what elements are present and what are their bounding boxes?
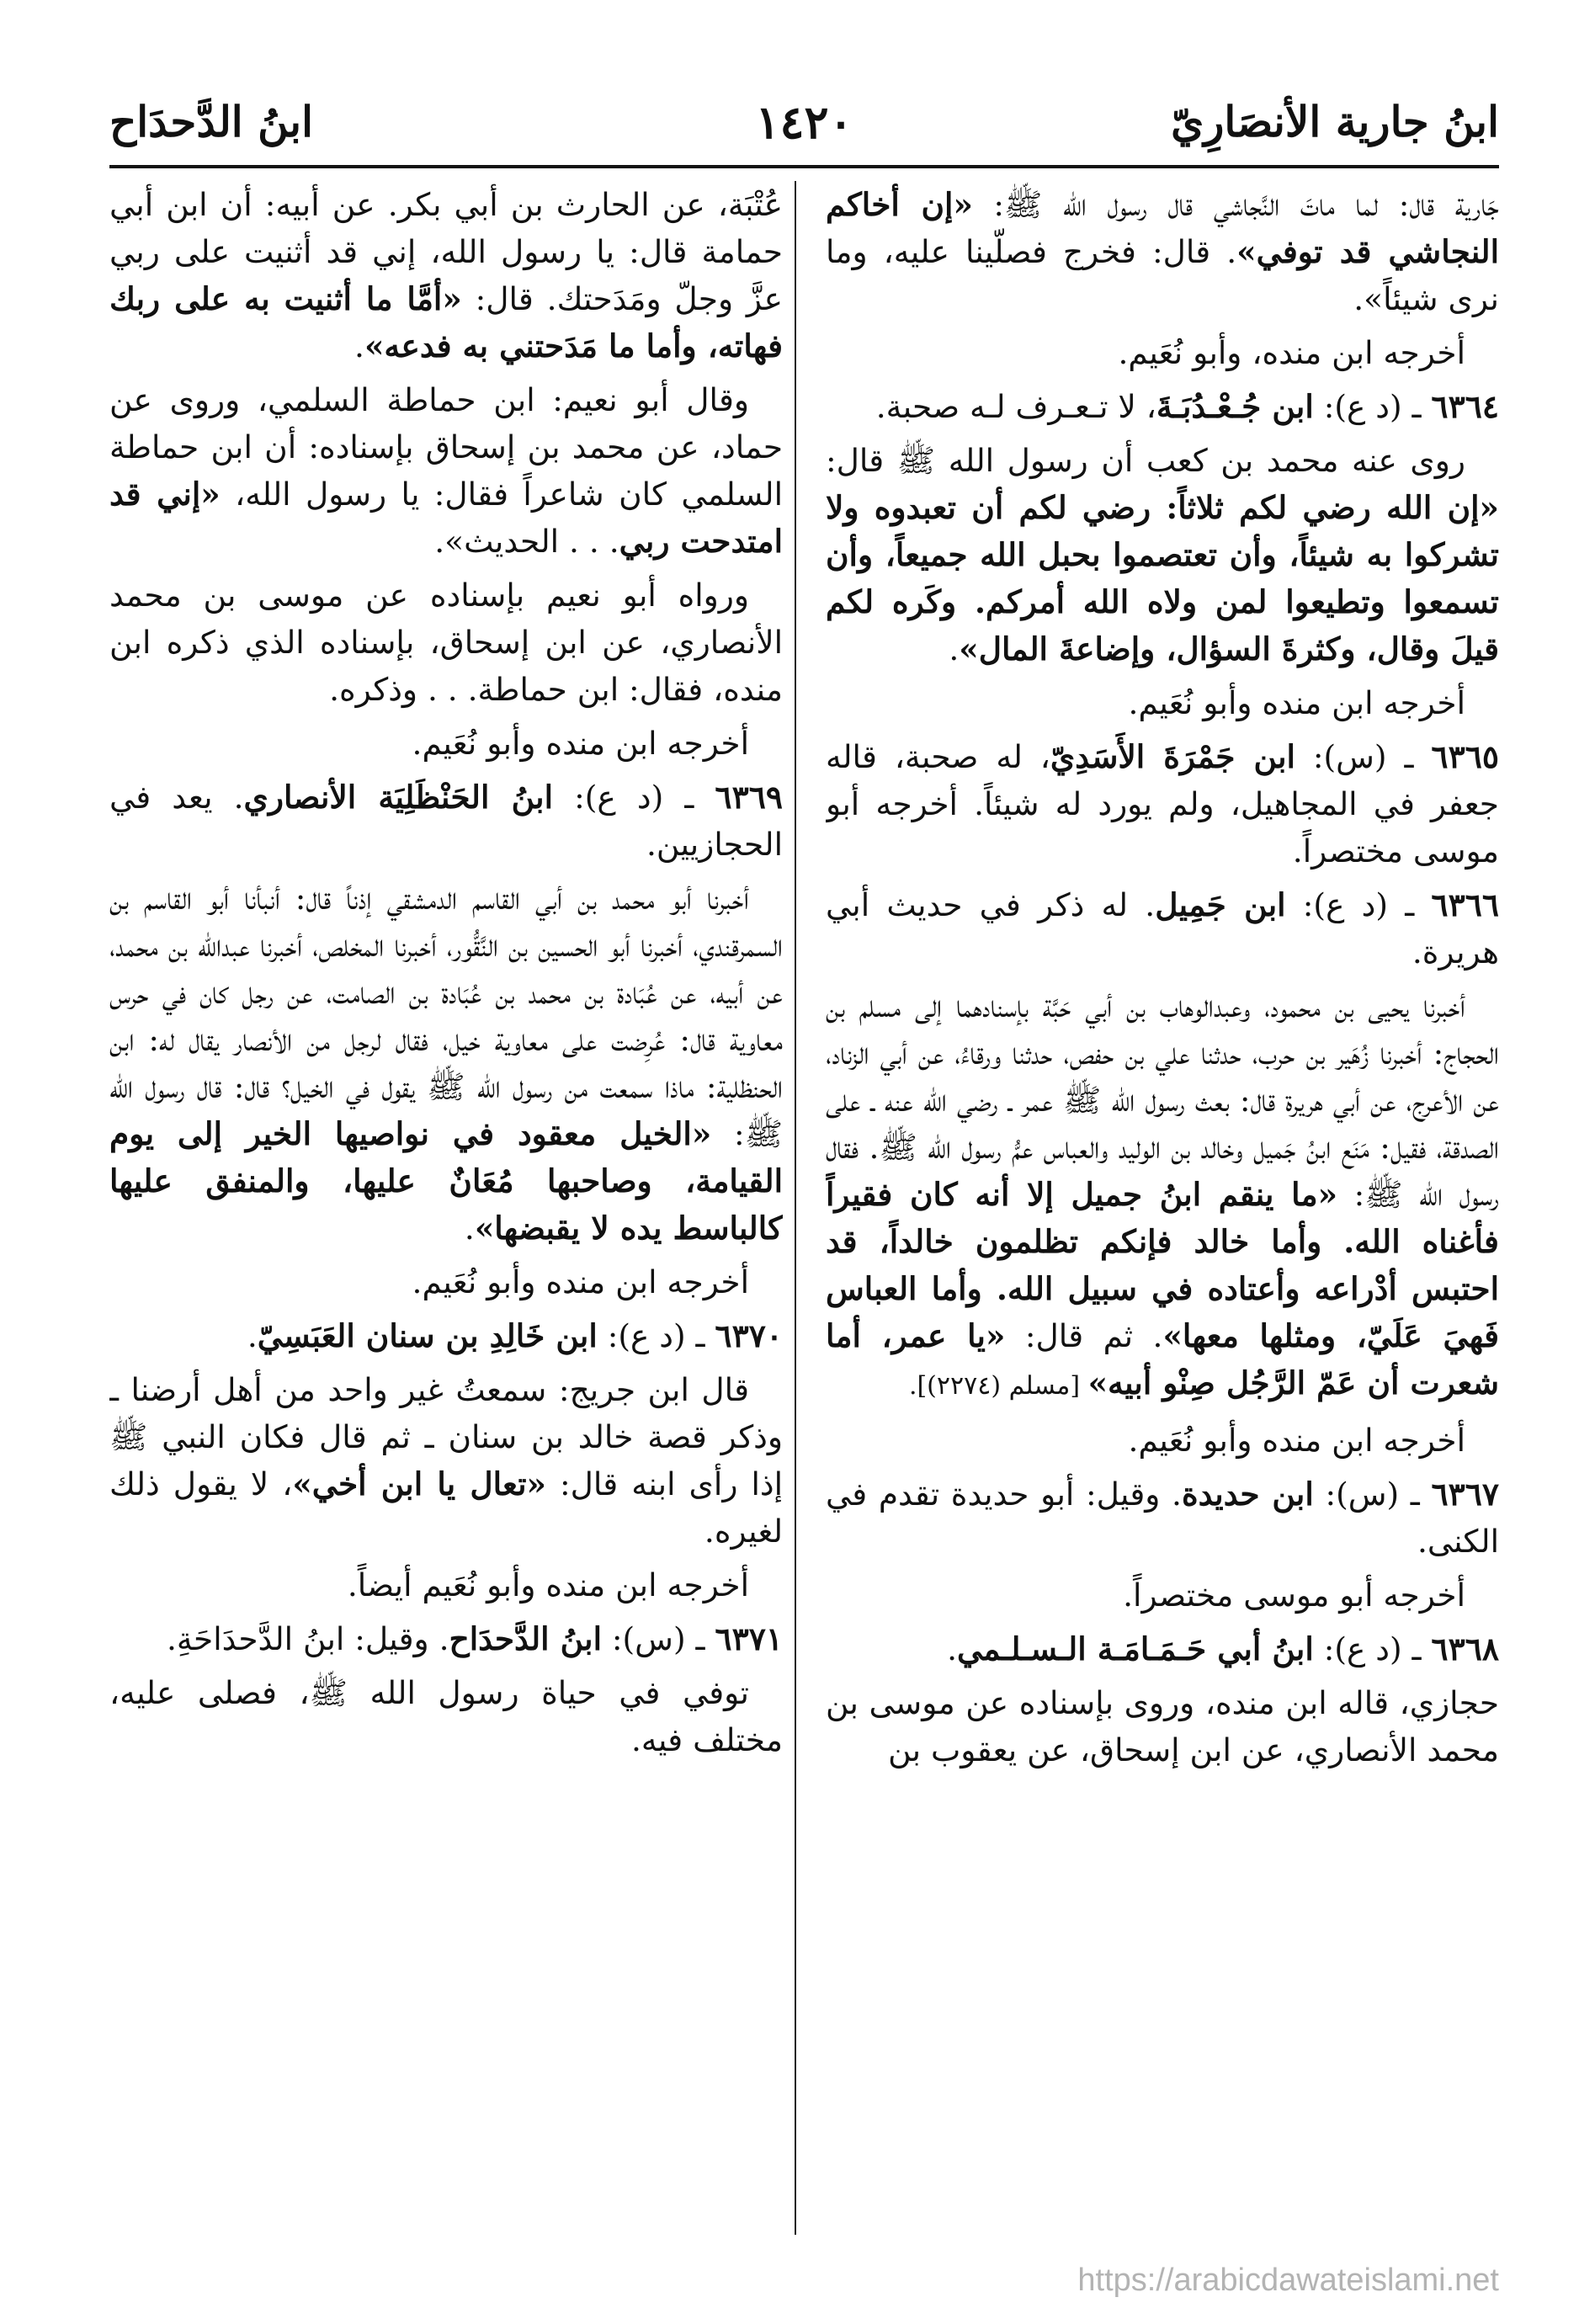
entry-text: . <box>947 1630 958 1667</box>
paragraph: أخرجه ابن منده، وأبو نُعَيم. <box>1118 334 1465 371</box>
entry-tag: ـ (د ع): <box>553 779 715 816</box>
paragraph <box>826 437 1499 673</box>
hadith-quote: «يا عمر، أما شعرت أن عَمّ الرَّجُل صِنْو أبيه» <box>826 1317 1499 1401</box>
entry-text: ، له صحبة، قاله جعفر في المجاهيل، ولم يورد له شيئاً. أخرجه أبو موسى مختصراً. <box>826 738 1499 870</box>
entry-text: . له ذكر في حديث أبي هريرة. <box>826 886 1499 971</box>
paragraph: أخرجه ابن منده وأبو نُعَيم. <box>1128 684 1465 721</box>
entry-number: ٦٣٦٧ <box>1431 1476 1499 1513</box>
text: جَارية قال: لما ماتَ النَّجاشي قال رسول الله ﷺ: <box>972 186 1499 223</box>
entry-tag: ـ (س): <box>1295 738 1432 775</box>
text: . <box>464 1210 475 1247</box>
source-note: [مسلم (٢٢٧٤)]. <box>908 1371 1088 1401</box>
paragraph: حجازي، قاله ابن منده، وروى بإسناده عن موسى بن محمد الأنصاري، عن ابن إسحاق، عن يعقوب بن <box>826 1684 1499 1768</box>
entry-6369 <box>109 774 783 868</box>
column-divider <box>795 181 796 2235</box>
paragraph <box>826 181 1499 322</box>
entry-name: ابن خَالِدِ بن سنان العَبَسِيّ <box>257 1317 598 1354</box>
entry-6366 <box>826 881 1499 976</box>
text: روى عنه محمد بن كعب أن رسول الله ﷺ قال: <box>826 442 1465 479</box>
hadith-quote: «إن أخاكم النجاشي قد توفي» <box>826 186 1499 270</box>
text: . <box>949 630 960 667</box>
entry-name: ابن حديدة <box>1181 1476 1314 1513</box>
entry-text: . وقيل: ابنُ الدَّحدَاحَةِ. <box>167 1620 449 1657</box>
paragraph <box>109 376 783 565</box>
paragraph <box>826 982 1499 1410</box>
paragraph: أخرجه ابن منده وأبو نُعَيم. <box>412 1263 749 1300</box>
text: أخبرنا أبو محمد بن أبي القاسم الدمشقي إذناً قال: أنبأنا أبو القاسم بن السمرقندي، أخبرنا أبو الحسين بن النَّقُّور، أخبرنا المخلص، أخبرنا عبدالله بن محمد، عن أبيه، عن عُبَادة بن محمد بن عُبَادة بن الصامت، عن رجل كان في حرس معاوية قال: عُرِضت على معاوية خيل، فقال لرجل من الأنصار يقال له: ابن الحنظلية: ماذا سمعت من رسول الله ﷺ يقول في الخيل؟ قال: قال رسول الله ﷺ: <box>109 880 783 1152</box>
entry-tag: ـ (د ع): <box>1313 388 1432 425</box>
hadith-quote: «ما ينقم ابنُ جميل إلا أنه كان فقيراً فأغناه الله. وأما خالد فإنكم تظلمون خالداً، قد احتبس أدْراعه وأعتاده في سبيل الله. وأما العباس فَهيَ عَلَيّ، ومثلها معها» <box>826 1176 1499 1354</box>
entry-number: ٦٣٦٦ <box>1431 886 1499 923</box>
text: . <box>354 327 364 364</box>
page-number: ١٤٢٠ <box>755 95 853 149</box>
entry-name: ابنُ الدَّحدَاح <box>449 1620 602 1657</box>
right-column <box>826 181 1499 2235</box>
running-title-right: ابنُ جارية الأنصَارِيّ <box>1171 97 1499 146</box>
text: وقال أبو نعيم: ابن حماطة السلمي، وروى عن حماد، عن محمد بن إسحاق بإسناده: أن ابن حماطة السلمي كان شاعراً فقال: يا رسول الله، <box>109 381 783 513</box>
entry-6365 <box>826 733 1499 875</box>
entry-text: . يعد في الحجازيين. <box>109 779 783 863</box>
entry-tag: ـ (س): <box>602 1620 715 1657</box>
entry-tag: ـ (س): <box>1313 1476 1432 1513</box>
entry-6370 <box>109 1312 783 1359</box>
text: قال ابن جريج: سمعتُ غير واحد من أهل أرضنا ـ وذكر قصة خالد بن سنان ـ ثم قال فكان النبي ﷺ إذا رأى ابنه قال: <box>109 1371 783 1502</box>
entry-name: ابنُ الحَنْظَلِيَة الأنصاري <box>243 779 554 816</box>
paragraph: أخرجه ابن منده وأبو نُعَيم. <box>412 725 749 762</box>
left-column <box>109 181 783 2235</box>
text: . . . الحديث». <box>434 523 619 560</box>
hadith-quote: «الخيل معقود في نواصيها الخير إلى يوم القيامة، وصاحبها مُعَانٌ عليها، والمنفق عليها كالباسط يده لا يقبضها» <box>109 1115 783 1247</box>
page-header <box>109 80 1499 156</box>
paragraph: أخرجه أبو موسى مختصراً. <box>1123 1577 1465 1614</box>
paragraph <box>109 875 783 1252</box>
entry-name: ابن جُـعْـدُبَـةَ <box>1156 388 1314 425</box>
running-title-left: ابنُ الدَّحدَاح <box>109 97 313 146</box>
paragraph <box>109 1366 783 1555</box>
paragraph <box>109 181 783 370</box>
entry-tag: ـ (د ع): <box>1285 886 1432 923</box>
paragraph: أخرجه ابن منده وأبو نُعَيم. <box>1128 1422 1465 1459</box>
entry-6371 <box>109 1615 783 1662</box>
entry-number: ٦٣٦٩ <box>715 779 783 816</box>
entry-text: ، لا تـعـرف لـه صحبة. <box>875 388 1156 425</box>
hadith-quote: «أمَّا ما أثنيت به على ربك فهاته، وأما ما مَدَحتني به فدعه» <box>109 280 783 364</box>
entry-text: . وقيل: أبو حديدة تقدم في الكنى. <box>826 1476 1499 1560</box>
text: أخبرنا يحيى بن محمود، وعبدالوهاب بن أبي حَبَّة بإسنادهما إلى مسلم بن الحجاج: أخبرنا زُهَير بن حرب، حدثنا علي بن حفص، حدثنا ورقاءُ، عن أبي الزناد، عن الأعرج، عن أبي هريرة قال: بعث رسول الله ﷺ عمر ـ رضي الله عنه ـ على الصدقة، فقيل: مَنَع ابنُ جَميل وخالد بن الوليد والعباس عمُّ رسول الله ﷺ. فقال رسول الله ﷺ: <box>826 987 1499 1213</box>
text: عُتْبَة، عن الحارث بن أبي بكر. عن أبيه: أن ابن أبي حمامة قال: يا رسول الله، إني قد أثنيت على ربي عزَّ وجلّ ومَدَحتك. قال: <box>109 186 783 317</box>
entry-number: ٦٣٦٨ <box>1431 1630 1499 1667</box>
hadith-quote: «تعال يا ابن أخي» <box>292 1465 546 1502</box>
paragraph: أخرجه ابن منده وأبو نُعَيم أيضاً. <box>347 1566 749 1603</box>
paragraph: توفي في حياة رسول الله ﷺ، فصلى عليه، مختلف فيه. <box>109 1674 783 1758</box>
entry-name: ابن جَمْرَةَ الأَسَدِيّ <box>1050 738 1295 775</box>
entry-6367 <box>826 1470 1499 1565</box>
text: . ثم قال: <box>1005 1317 1163 1354</box>
entry-name: ابن جَمِيل <box>1155 886 1286 923</box>
header-rule <box>109 165 1499 168</box>
entry-text: . <box>247 1317 258 1354</box>
text: . قال: فخرج فصلّينا عليه، وما نرى شيئاً». <box>826 233 1499 317</box>
entry-6368 <box>826 1625 1499 1673</box>
watermark-url: https://arabicdawateislami.net <box>1077 2263 1499 2298</box>
entry-6364 <box>826 383 1499 430</box>
text: ، لا يقول ذلك لغيره. <box>109 1465 783 1550</box>
entry-number: ٦٣٦٥ <box>1431 738 1499 775</box>
entry-number: ٦٣٦٤ <box>1431 388 1499 425</box>
entry-number: ٦٣٧٠ <box>715 1317 783 1354</box>
paragraph: ورواه أبو نعيم بإسناده عن موسى بن محمد الأنصاري، عن ابن إسحاق، بإسناده الذي ذكره ابن منده، فقال: ابن حماطة. . . وذكره. <box>109 577 783 708</box>
hadith-quote: «إني قد امتدحت ربي <box>109 476 783 560</box>
hadith-quote: «إن الله رضي لكم ثلاثاً: رضي لكم أن تعبدوه ولا تشركوا به شيئاً، وأن تعتصموا بحبل الله جميعاً، وأن تسمعوا وتطيعوا لمن ولاه الله أمركم. وكَره لكم قيلَ وقال، وكثرةَ السؤال، وإضاعةَ المال» <box>826 489 1499 667</box>
entry-tag: ـ (د ع): <box>1313 1630 1432 1667</box>
entry-name: ابنُ أبي حَـمَـامَـة الـسـلـمي <box>957 1630 1314 1667</box>
entry-tag: ـ (د ع): <box>597 1317 715 1354</box>
entry-number: ٦٣٧١ <box>715 1620 783 1657</box>
